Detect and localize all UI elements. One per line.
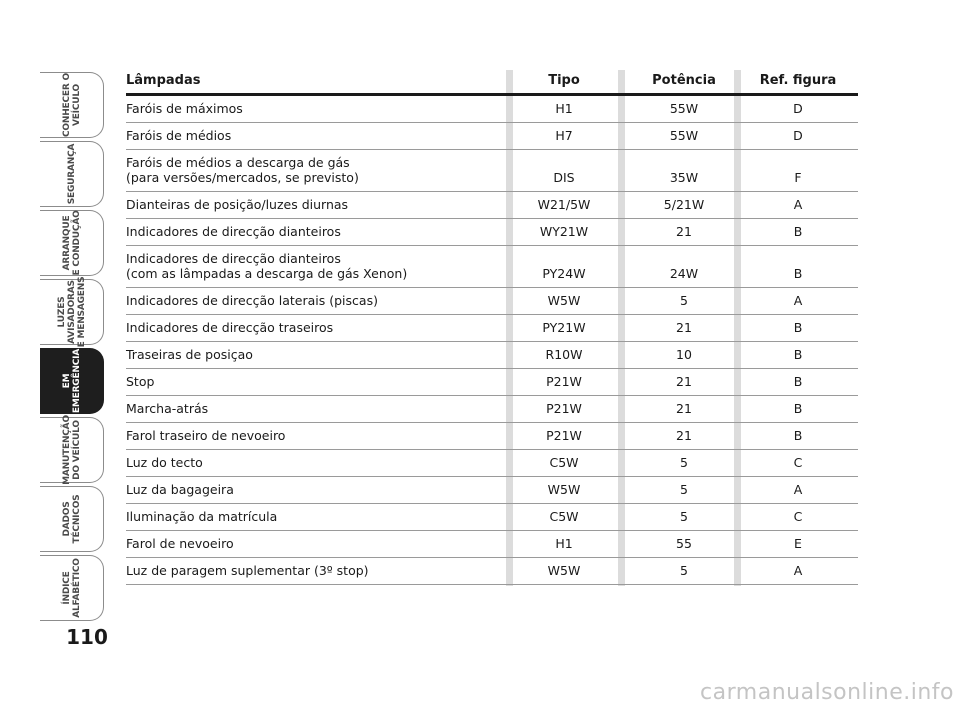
lamp-power: 55W <box>669 101 699 116</box>
lamp-power: 21 <box>676 401 692 416</box>
lamp-name: Faróis de médios <box>126 128 232 143</box>
chapter-tab-label: CONHECER O VEÍCULO <box>61 73 82 137</box>
figure-ref: F <box>794 170 802 185</box>
table-row <box>126 504 858 531</box>
figure-ref: D <box>793 128 803 143</box>
chapter-tab-label: DADOS TÉCNICOS <box>61 494 82 544</box>
lamp-type: W5W <box>547 293 581 308</box>
lamp-name: Luz do tecto <box>126 455 203 470</box>
chapter-tab-label: EM EMERGÊNCIA <box>61 348 82 414</box>
lamp-power: 55 <box>676 536 692 551</box>
lamp-type: W21/5W <box>537 197 591 212</box>
header-potencia: Potência <box>652 73 716 88</box>
figure-ref: B <box>793 428 803 443</box>
lamp-type: PY24W <box>542 266 586 281</box>
lamp-power: 21 <box>676 320 692 335</box>
table-row <box>126 96 858 123</box>
table-row <box>126 123 858 150</box>
chapter-tab[interactable] <box>40 486 104 552</box>
figure-ref: A <box>793 563 803 578</box>
table-row <box>126 246 858 288</box>
figure-ref: B <box>793 401 803 416</box>
lamp-power: 24W <box>669 266 699 281</box>
lamp-type: WY21W <box>539 224 589 239</box>
lamp-power: 5 <box>680 509 688 524</box>
figure-ref: C <box>793 455 803 470</box>
lamp-power: 21 <box>676 374 692 389</box>
chapter-tab-label: LUZES AVISADORAS E MENSAGENS <box>56 276 87 348</box>
figure-ref: A <box>793 197 803 212</box>
figure-ref: B <box>793 224 803 239</box>
figure-ref: D <box>793 101 803 116</box>
lamp-name: Faróis de máximos <box>126 101 243 116</box>
figure-ref: C <box>793 509 803 524</box>
chapter-tab[interactable] <box>40 276 104 348</box>
lamp-type: DIS <box>553 170 575 185</box>
lamp-name: Indicadores de direcção traseiros <box>126 320 334 335</box>
lamp-type: P21W <box>546 374 582 389</box>
lamp-power: 35W <box>669 170 699 185</box>
lamp-name: Dianteiras de posição/luzes diurnas <box>126 197 349 212</box>
lamp-type: H7 <box>555 128 573 143</box>
chapter-tab-label: MANUTENÇÃO DO VEÍCULO <box>61 415 82 485</box>
chapter-tab-label: ARRANQUE E CONDUÇÃO <box>61 210 82 276</box>
lamp-name: Traseiras de posiçao <box>126 347 253 362</box>
lamp-name: Luz da bagageira <box>126 482 234 497</box>
lamp-type: C5W <box>549 509 579 524</box>
figure-ref: A <box>793 482 803 497</box>
table-row <box>126 315 858 342</box>
lamp-name: Indicadores de direcção dianteiros (com as lâmpadas a descarga de gás Xenon) <box>126 251 408 281</box>
lamp-type: PY21W <box>542 320 586 335</box>
lamp-power: 10 <box>676 347 692 362</box>
table-row <box>126 342 858 369</box>
figure-ref: B <box>793 320 803 335</box>
table-row <box>126 477 858 504</box>
lamp-type: H1 <box>555 536 573 551</box>
lamp-type: C5W <box>549 455 579 470</box>
table-row <box>126 450 858 477</box>
lamp-name: Stop <box>126 374 155 389</box>
lamp-power: 55W <box>669 128 699 143</box>
table-row <box>126 192 858 219</box>
lamp-power: 21 <box>676 428 692 443</box>
lamp-name: Farol traseiro de nevoeiro <box>126 428 286 443</box>
lamp-power: 5/21W <box>663 197 705 212</box>
lamp-type: W5W <box>547 563 581 578</box>
page-number: 110 <box>66 625 108 649</box>
chapter-tab[interactable] <box>40 348 104 414</box>
lamp-power: 5 <box>680 482 688 497</box>
lamp-name: Faróis de médios a descarga de gás (para versões/mercados, se previsto) <box>126 155 359 185</box>
header-tipo: Tipo <box>548 73 580 88</box>
chapter-tab[interactable] <box>40 141 104 207</box>
lamp-name: Indicadores de direcção dianteiros <box>126 224 341 239</box>
lamp-power: 5 <box>680 563 688 578</box>
table-row <box>126 558 858 585</box>
table-row <box>126 423 858 450</box>
lamp-power: 5 <box>680 293 688 308</box>
lamp-type: H1 <box>555 101 573 116</box>
table-row <box>126 150 858 192</box>
chapter-tab[interactable] <box>40 210 104 276</box>
figure-ref: A <box>793 293 803 308</box>
table-row <box>126 396 858 423</box>
figure-ref: E <box>794 536 802 551</box>
table-row <box>126 531 858 558</box>
table-row <box>126 288 858 315</box>
lamp-type: R10W <box>545 347 583 362</box>
table-row <box>126 219 858 246</box>
chapter-tab[interactable] <box>40 72 104 138</box>
lamp-type: P21W <box>546 428 582 443</box>
header-ref-figura: Ref. figura <box>759 73 837 88</box>
chapter-tab[interactable] <box>40 417 104 483</box>
lamp-name: Indicadores de direcção laterais (piscas) <box>126 293 378 308</box>
watermark: carmanualsonline.info <box>700 680 954 705</box>
figure-ref: B <box>793 347 803 362</box>
chapter-tab-label: SEGURANÇA <box>66 143 77 205</box>
lamp-power: 5 <box>680 455 688 470</box>
figure-ref: B <box>793 266 803 281</box>
table-row <box>126 369 858 396</box>
figure-ref: B <box>793 374 803 389</box>
lamp-name: Farol de nevoeiro <box>126 536 234 551</box>
lamp-name: Luz de paragem suplementar (3º stop) <box>126 563 369 578</box>
lamp-type: W5W <box>547 482 581 497</box>
lamp-name: Iluminação da matrícula <box>126 509 278 524</box>
chapter-tab-label: ÍNDICE ALFABÉTICO <box>61 558 82 618</box>
lamp-power: 21 <box>676 224 692 239</box>
header-lampadas: Lâmpadas <box>126 73 201 88</box>
lamp-type: P21W <box>546 401 582 416</box>
lamp-name: Marcha-atrás <box>126 401 209 416</box>
chapter-tab[interactable] <box>40 555 104 621</box>
